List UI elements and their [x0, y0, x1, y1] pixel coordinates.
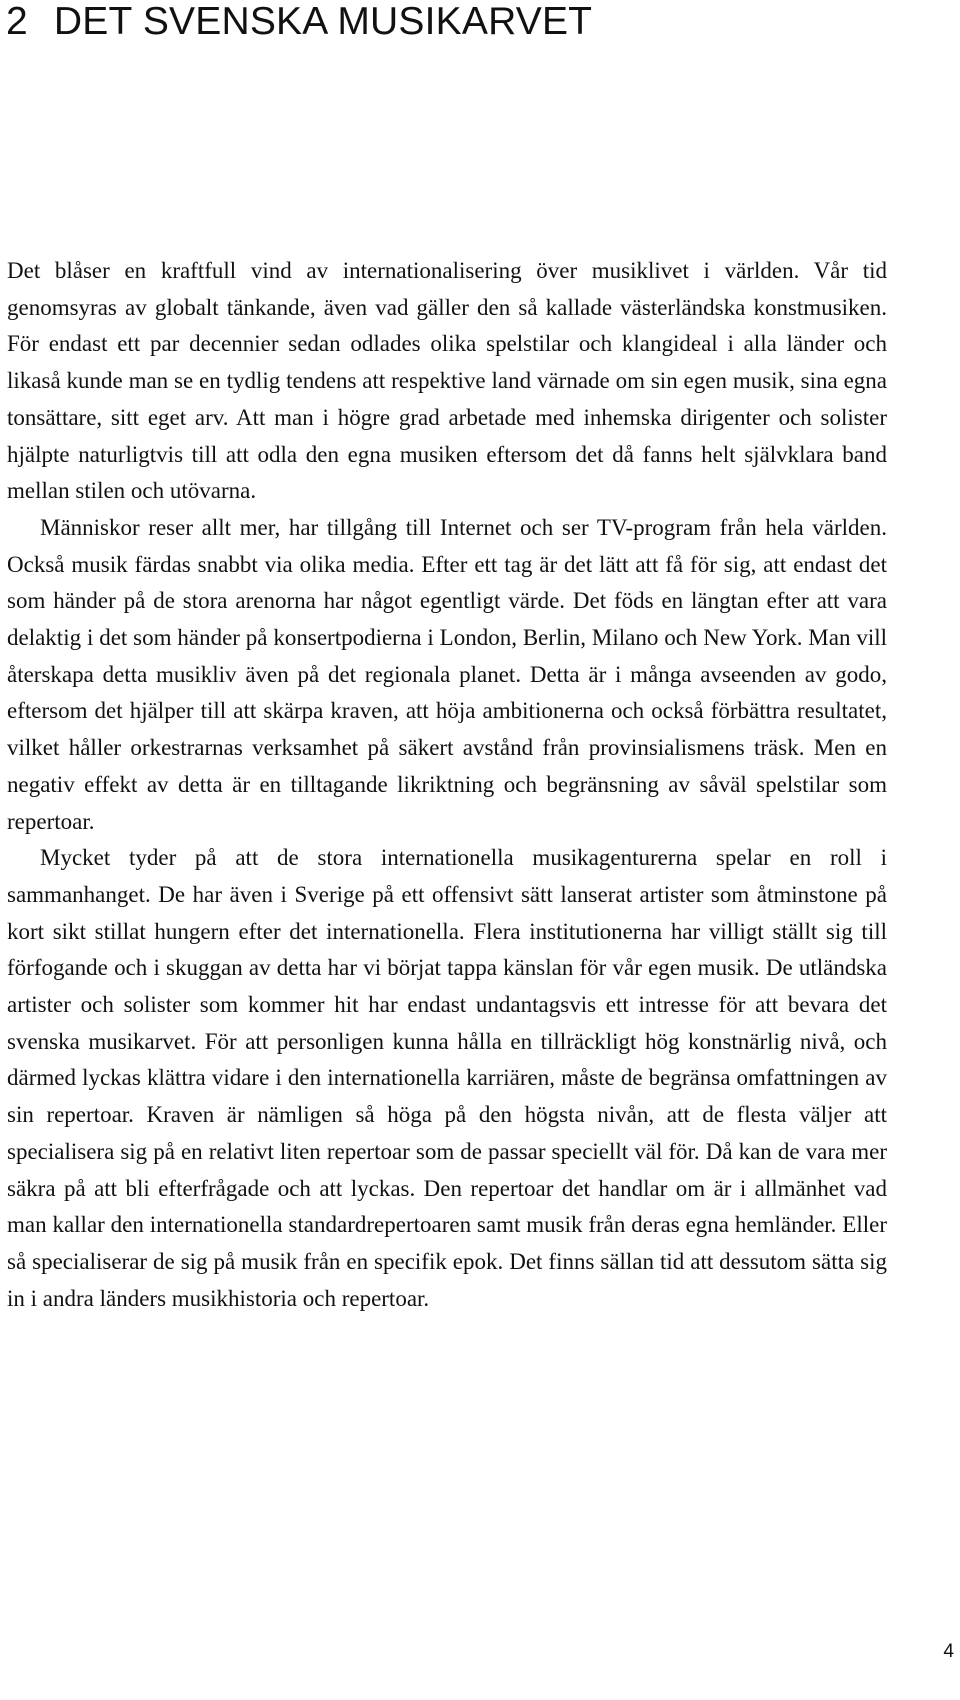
paragraph-1: Det blåser en kraftfull vind av internationalisering över musiklivet i världen. Vår tid genomsyras av globalt tänkande, även vad gäller den så kallade västerländska konstmusiken. För endast ett par decennier sedan odlades olika spelstilar och klangideal i alla länder och likaså kunde man se en tydlig tendens att respektive land värnade om sin egen musik, sina egna tonsättare, sitt eget arv. Att man i högre grad arbetade med inhemska dirigenter och solister hjälpte naturligtvis till att odla den egna musiken eftersom det då fanns helt självklara band mellan stilen och utövarna. [7, 258, 887, 504]
chapter-number: 2 [6, 0, 28, 43]
page-number: 4 [943, 1641, 954, 1662]
paragraph-3: Mycket tyder på att de stora internationella musikagenturerna spelar en roll i sammanhanget. De har även i Sverige på ett offensivt sätt lanserat artister som åtminstone på kort sikt stillat hungern efter det internationella. Flera institutionerna har villigt ställt sig till förfogande och i skuggan av detta har vi börjat tappa känslan för vår egen musik. De utländska artister och solister som kommer hit har endast undantagsvis ett intresse för att bevara det svenska musikarvet. För att personligen kunna hålla en tillräckligt hög konstnärlig nivå, och därmed lyckas klättra vidare i den internationella karriären, måste de begränsa omfattningen av sin repertoar. Kraven är nämligen så höga på den högsta nivån, att de flesta väljer att specialisera sig på en relativt liten repertoar som de passar speciellt väl för. Då kan de vara mer säkra på att bli efterfrågade och att lyckas. Den repertoar det handlar om är i allmänhet vad man kallar den internationella standardrepertoaren samt musik från deras egna hemländer. Eller så specialiserar de sig på musik från en specifik epok. Det finns sällan tid att dessutom sätta sig in i andra länders musikhistoria och repertoar. [7, 845, 887, 1311]
body-text [7, 253, 887, 1317]
paragraph-2: Människor reser allt mer, har tillgång till Internet och ser TV-program från hela världen. Också musik färdas snabbt via olika media. Efter ett tag är det lätt att få för sig, att endast det som händer på de stora arenorna har något egentligt värde. Det föds en längtan efter att vara delaktig i det som händer på konsertpodierna i London, Berlin, Milano och New York. Man vill återskapa detta musikliv även på det regionala planet. Detta är i många avseenden av godo, eftersom det hjälper till att skärpa kraven, att höja ambitionerna och också förbättra resultatet, vilket håller orkestrarnas verksamhet på säkert avstånd från provinsialismens träsk. Men en negativ effekt av detta är en tilltagande likriktning och begränsning av såväl spelstilar som repertoar. [7, 514, 887, 834]
chapter-heading [6, 0, 592, 44]
chapter-title: DET SVENSKA MUSIKARVET [53, 0, 593, 43]
